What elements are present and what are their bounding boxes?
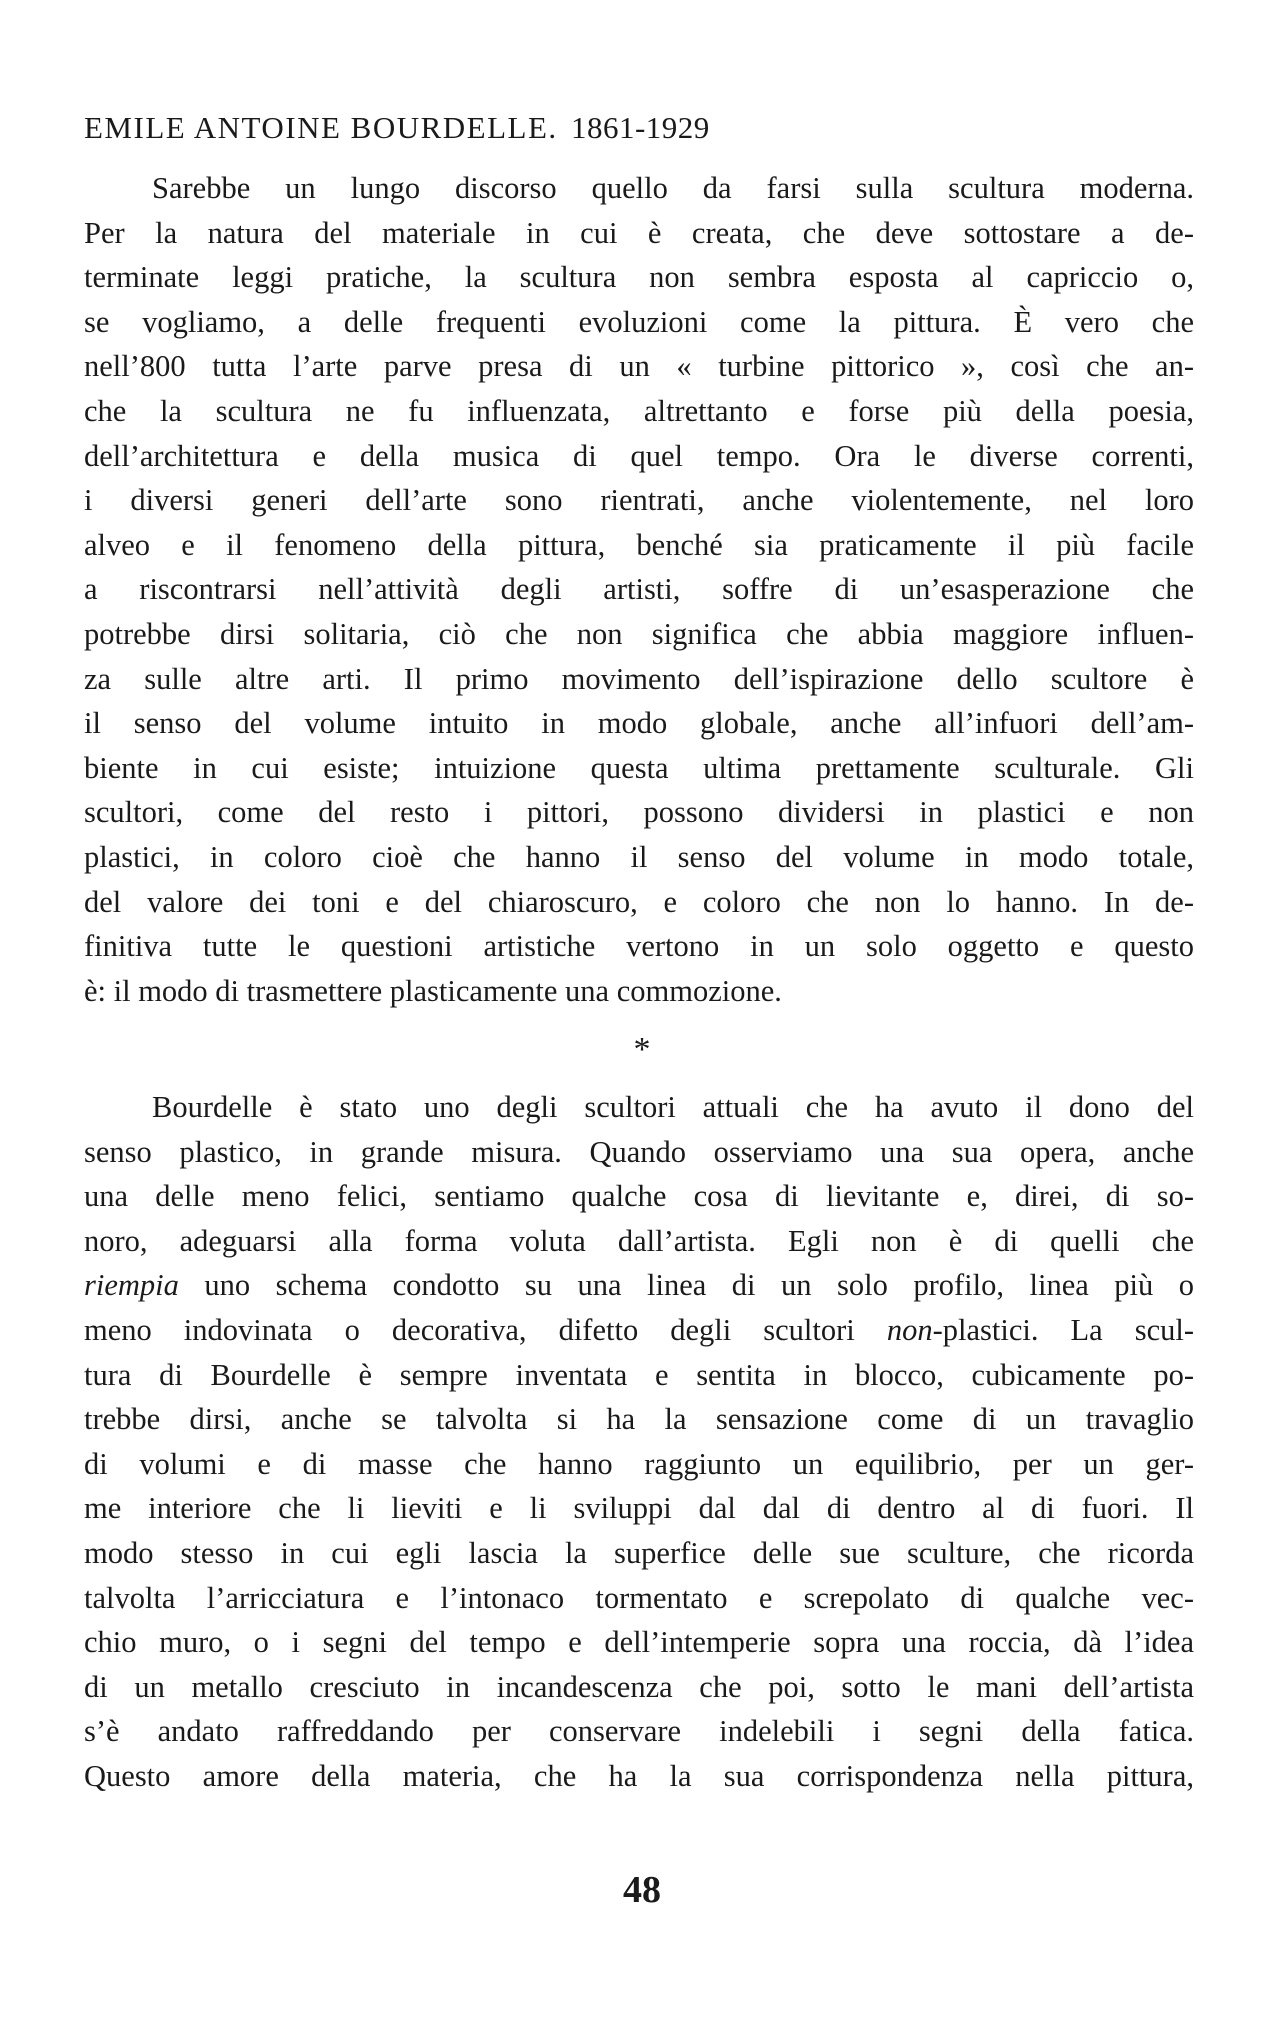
text-line: Sarebbe un lungo discorso quello da farsi sulla scultura moderna. [152, 171, 1194, 205]
text-line: senso plastico, in grande misura. Quando osserviamo una sua opera, anche [84, 1134, 1194, 1169]
text-segment: -plastici. La scul- [932, 1312, 1195, 1347]
italic-word: non [886, 1312, 933, 1347]
text-line: tura di Bourdelle è sempre inventata e sentita in blocco, cubicamente po- [84, 1357, 1194, 1392]
text-line: dell’architettura e della musica di quel tempo. Ora le diverse correnti, [84, 438, 1194, 473]
text-line: che la scultura ne fu influenzata, altrettanto e forse più della poesia, [84, 393, 1194, 428]
text-line: plastici, in coloro cioè che hanno il senso del volume in modo totale, [84, 839, 1194, 874]
text-line: me interiore che li lieviti e li sviluppi dal dal di dentro al di fuori. Il [84, 1491, 1194, 1526]
text-segment: uno schema condotto su una linea di un solo profilo, linea più o [178, 1268, 1194, 1303]
page-number: 48 [623, 1869, 661, 1911]
heading-dates: 1861-1929 [570, 110, 710, 145]
text-line: noro, adeguarsi alla forma voluta dall’artista. Egli non è di quelli che [84, 1223, 1194, 1258]
text-line: Questo amore della materia, che ha la sua corrispondenza nella pittura, [84, 1758, 1194, 1793]
text-line: biente in cui esiste; intuizione questa ultima prettamente sculturale. Gli [84, 750, 1194, 785]
text-line: a riscontrarsi nell’attività degli artisti, soffre di un’esasperazione che [84, 572, 1194, 607]
text-line: è: il modo di trasmettere plasticamente una commozione. [84, 973, 782, 1008]
text-line: s’è andato raffreddando per conservare indelebili i segni della fatica. [84, 1714, 1194, 1749]
text-line: di volumi e di masse che hanno raggiunto un equilibrio, per un ger- [84, 1446, 1194, 1481]
section-separator: * [633, 1031, 651, 1068]
text-line: talvolta l’arricciatura e l’intonaco tormentato e screpolato di qualche vec- [84, 1580, 1194, 1615]
text-line: Bourdelle è stato uno degli scultori attuali che ha avuto il dono del [152, 1090, 1194, 1124]
text-line: modo stesso in cui egli lascia la superfice delle sue sculture, che ricorda [84, 1535, 1194, 1570]
text-line: del valore dei toni e del chiaroscuro, e coloro che non lo hanno. In de- [84, 884, 1194, 919]
text-line: Per la natura del materiale in cui è creata, che deve sottostare a de- [84, 215, 1194, 250]
text-line: scultori, come del resto i pittori, possono dividersi in plastici e non [84, 795, 1194, 830]
text-line: nell’800 tutta l’arte parve presa di un « turbine pittorico », così che an- [84, 349, 1194, 384]
paragraph-bourdelle [84, 1085, 1194, 1799]
text-line: di un metallo cresciuto in incandescenza che poi, sotto le mani dell’artista [84, 1669, 1194, 1704]
italic-word: riempia [84, 1268, 179, 1303]
text-line: trebbe dirsi, anche se talvolta si ha la sensazione come di un travaglio [84, 1402, 1194, 1437]
text-line [84, 1308, 1194, 1353]
heading-artist-name: EMILE ANTOINE BOURDELLE. [84, 110, 558, 145]
text-line: se vogliamo, a delle frequenti evoluzioni come la pittura. È vero che [84, 304, 1194, 339]
text-line: za sulle altre arti. Il primo movimento dell’ispirazione dello scultore è [84, 661, 1194, 696]
text-line: terminate leggi pratiche, la scultura non sembra esposta al capriccio o, [84, 260, 1194, 295]
text-line [84, 1263, 1194, 1308]
text-line: finitiva tutte le questioni artistiche vertono in un solo oggetto e questo [84, 929, 1194, 964]
text-line: chio muro, o i segni del tempo e dell’intemperie sopra una roccia, dà l’idea [84, 1625, 1194, 1660]
text-line: potrebbe dirsi solitaria, ciò che non significa che abbia maggiore influen- [84, 616, 1194, 651]
text-line: alveo e il fenomeno della pittura, benché sia praticamente il più facile [84, 527, 1194, 562]
text-line: i diversi generi dell’arte sono rientrati, anche violentemente, nel loro [84, 483, 1194, 518]
chapter-heading [84, 110, 710, 146]
paragraph-intro [84, 166, 1194, 1013]
text-segment: meno indovinata o decorativa, difetto degli scultori [84, 1312, 887, 1347]
text-line: il senso del volume intuito in modo globale, anche all’infuori dell’am- [84, 706, 1194, 741]
text-line: una delle meno felici, sentiamo qualche cosa di lievitante e, direi, di so- [84, 1179, 1194, 1214]
